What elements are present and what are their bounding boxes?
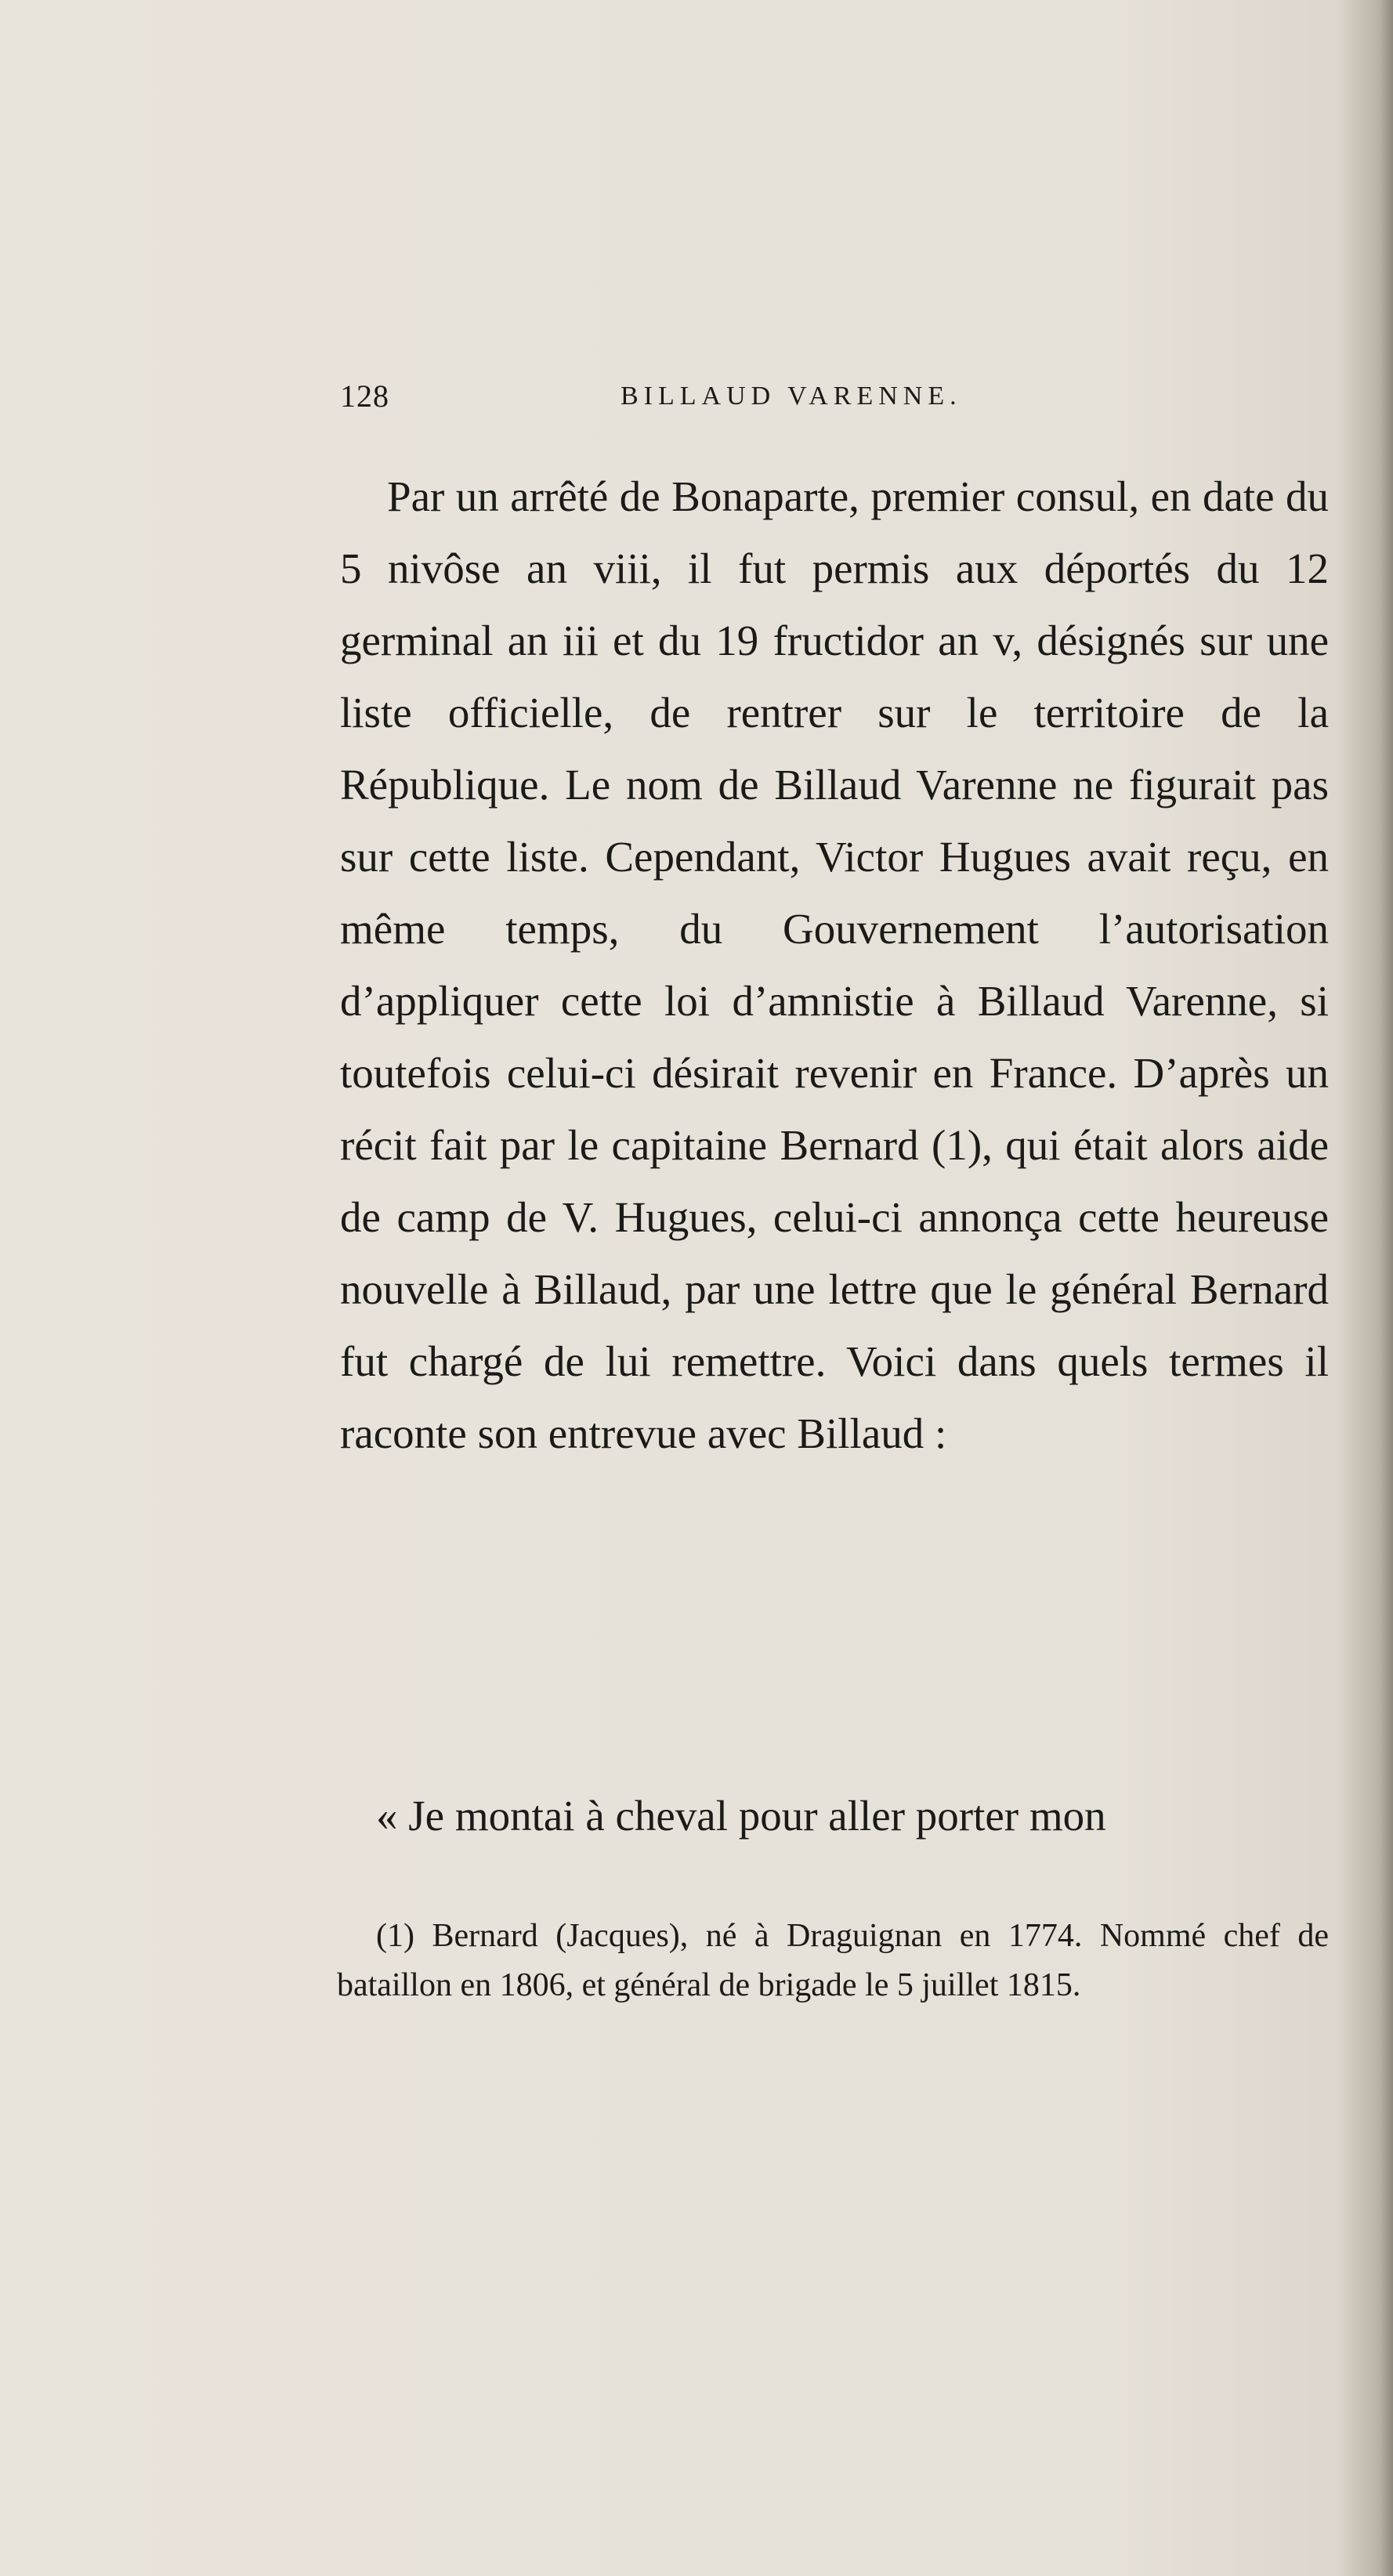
quoted-paragraph: « Je montai à cheval pour aller porter mon bbox=[376, 1792, 1106, 1840]
footnote-marker: (1) bbox=[376, 1918, 414, 1954]
body-paragraph: Par un arrêté de Bonaparte, premier consul, en date du 5 nivôse an viii, il fut permis aux déportés du 12 germinal an iii et du 19 fructidor an v, désignés sur une liste officielle, de rentrer sur le territoire de la République. Le nom de Billaud Varenne ne figurait pas sur cette liste. Cependant, Victor Hugues avait reçu, en même temps, du Gouvernement l’autorisation d’appliquer cette loi d’amnistie à Billaud Varenne, si toutefois celui-ci désirait revenir en France. D’après un récit fait par le capitaine Bernard (1), qui était alors aide de camp de V. Hugues, celui-ci annonça cette heureuse nouvelle à Billaud, par une lettre que le général Bernard fut chargé de lui remettre. Voici dans quels termes il raconte son entrevue avec Billaud : bbox=[340, 472, 1329, 1457]
footnote bbox=[337, 1912, 1329, 2010]
page-header bbox=[340, 374, 1045, 418]
footnote-text: Bernard (Jacques), né à Draguignan en 1774. Nommé chef de bataillon en 1806, et général de brigade le 5 juillet 1815. bbox=[337, 1918, 1330, 2003]
page-number: 128 bbox=[340, 378, 389, 414]
running-title: BILLAUD VARENNE. bbox=[621, 382, 962, 411]
main-text bbox=[340, 461, 1329, 1470]
